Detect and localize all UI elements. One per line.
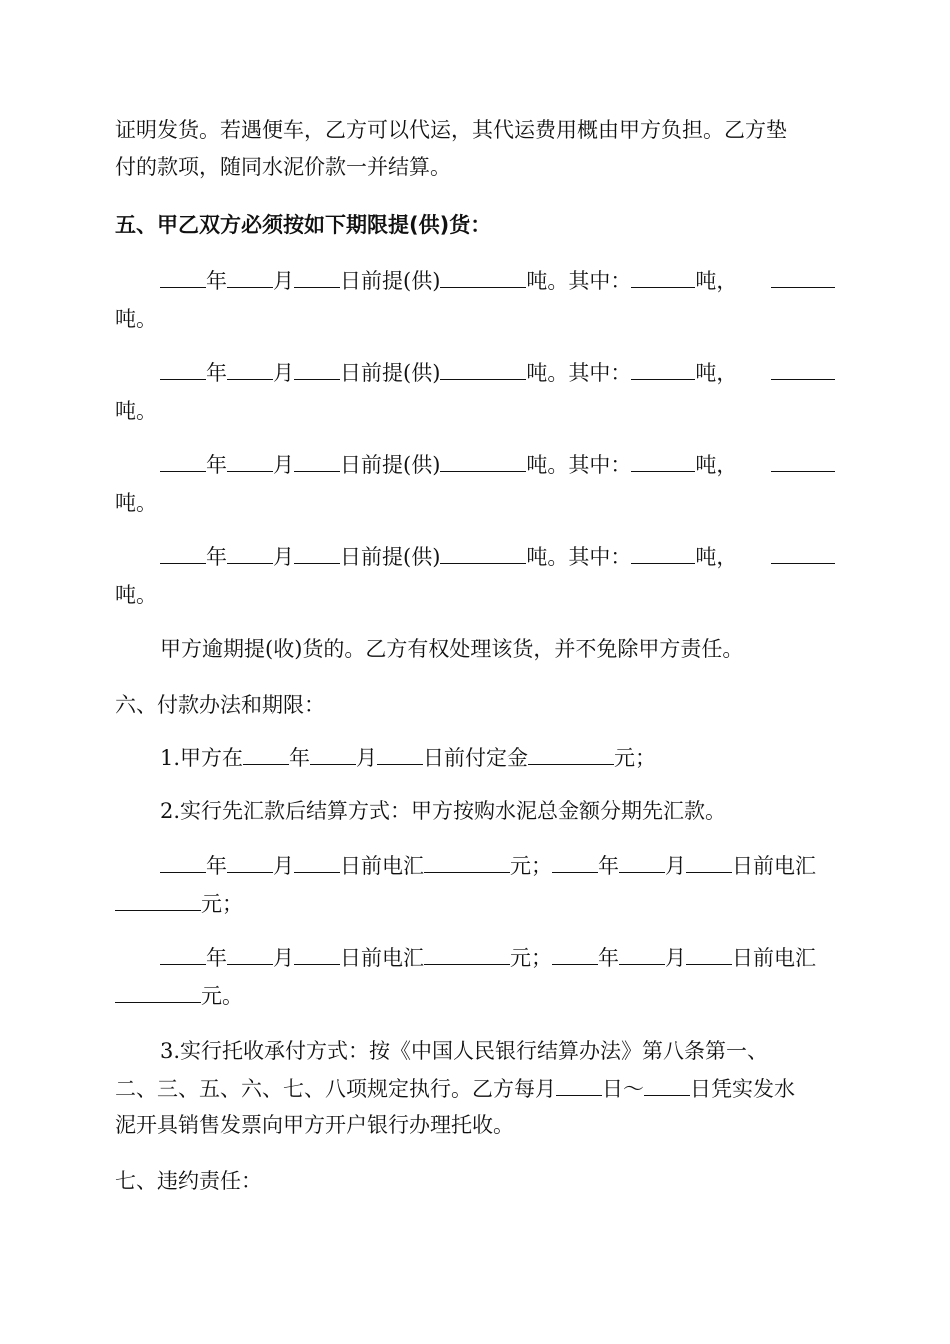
blank-field[interactable] (440, 357, 526, 380)
text: 日前提(供) (340, 453, 441, 477)
blank-field[interactable] (644, 1073, 690, 1096)
paragraph-line (115, 1110, 835, 1140)
text: 二、三、五、六、七、八项规定执行。乙方每月 (115, 1077, 556, 1101)
paragraph-line (115, 115, 835, 145)
blank-field[interactable] (619, 942, 665, 965)
text: 日前提(供) (340, 269, 441, 293)
blank-field[interactable] (771, 449, 835, 472)
blank-field[interactable] (160, 942, 206, 965)
paragraph-line (115, 580, 835, 610)
blank-field[interactable] (294, 449, 340, 472)
text: 年 (206, 361, 227, 385)
text: 元； (614, 746, 657, 770)
blank-field[interactable] (771, 541, 835, 564)
text: 月 (273, 854, 294, 878)
blank-field[interactable] (631, 357, 695, 380)
text: 日前电汇 (340, 854, 424, 878)
blank-field[interactable] (115, 888, 201, 911)
text: 月 (356, 746, 378, 770)
text: 泥开具销售发票向甲方开户银行办理托收。 (115, 1113, 514, 1137)
delivery-row (160, 265, 835, 295)
blank-field[interactable] (310, 742, 356, 765)
blank-field[interactable] (227, 942, 273, 965)
text: 吨。 (115, 491, 157, 515)
text: 证明发货。若遇便车，乙方可以代运，其代运费用概由甲方负担。乙方垫 (115, 118, 787, 142)
blank-field[interactable] (115, 980, 201, 1003)
text: 年 (206, 946, 227, 970)
text: 日前电汇 (732, 946, 816, 970)
blank-field[interactable] (528, 742, 614, 765)
blank-field[interactable] (619, 850, 665, 873)
text: 年 (206, 453, 227, 477)
text: 元； (510, 946, 552, 970)
blank-field[interactable] (294, 850, 340, 873)
text: 吨。其中： (526, 269, 632, 293)
blank-field[interactable] (440, 265, 526, 288)
paragraph-line (115, 304, 835, 334)
paragraph-line (115, 396, 835, 426)
blank-field[interactable] (686, 942, 732, 965)
paragraph-line (115, 488, 835, 518)
text: 吨。 (115, 399, 157, 423)
blank-field[interactable] (160, 357, 206, 380)
blank-field[interactable] (227, 357, 273, 380)
text: 付的款项，随同水泥价款一并结算。 (115, 155, 451, 179)
paragraph-line (160, 634, 835, 664)
paragraph-line (115, 888, 835, 918)
heading-text: 七、违约责任： (115, 1169, 262, 1193)
blank-field[interactable] (227, 850, 273, 873)
payment-item-3 (160, 1036, 835, 1066)
blank-field[interactable] (160, 850, 206, 873)
blank-field[interactable] (771, 265, 835, 288)
text: 元； (510, 854, 552, 878)
blank-field[interactable] (424, 942, 510, 965)
text: 吨。 (115, 307, 157, 331)
blank-field[interactable] (631, 541, 695, 564)
text: 元； (201, 892, 243, 916)
text: 月 (273, 545, 294, 569)
blank-field[interactable] (377, 742, 423, 765)
blank-field[interactable] (294, 357, 340, 380)
text: 月 (273, 361, 294, 385)
text: 吨， (695, 361, 738, 385)
text: 年 (289, 746, 311, 770)
remit-row (160, 942, 835, 972)
paragraph-line (115, 152, 835, 182)
text: 日前电汇 (340, 946, 424, 970)
text: 年 (598, 946, 619, 970)
text: 元。 (201, 984, 243, 1008)
blank-field[interactable] (160, 265, 206, 288)
blank-field[interactable] (160, 449, 206, 472)
delivery-row (160, 541, 835, 571)
text: 吨。其中： (526, 545, 632, 569)
blank-field[interactable] (686, 850, 732, 873)
section-heading-7 (115, 1166, 835, 1196)
text: 年 (206, 854, 227, 878)
text: 3.实行托收承付方式：按《中国人民银行结算办法》第八条第一、 (160, 1039, 769, 1063)
text: 吨， (695, 453, 738, 477)
text: 日前提(供) (340, 545, 441, 569)
blank-field[interactable] (631, 449, 695, 472)
text: 1.甲方在 (160, 746, 244, 770)
blank-field[interactable] (160, 541, 206, 564)
text: 2.实行先汇款后结算方式：甲方按购水泥总金额分期先汇款。 (160, 799, 727, 823)
text: 月 (273, 453, 294, 477)
blank-field[interactable] (771, 357, 835, 380)
section-heading-6 (115, 690, 835, 720)
heading-text: 六、付款办法和期限： (115, 693, 325, 717)
paragraph-line (115, 1073, 835, 1103)
text: 日前提(供) (340, 361, 441, 385)
blank-field[interactable] (294, 541, 340, 564)
heading-text: 五、甲乙双方必须按如下期限提(供)货： (115, 213, 492, 237)
text: 月 (665, 946, 686, 970)
section-heading-5 (115, 210, 835, 240)
blank-field[interactable] (294, 265, 340, 288)
text: 日凭实发水 (690, 1077, 795, 1101)
text: 吨， (695, 545, 738, 569)
blank-field[interactable] (294, 942, 340, 965)
text: 月 (273, 946, 294, 970)
paragraph-line (115, 980, 835, 1010)
text: 吨。其中： (526, 453, 632, 477)
blank-field[interactable] (227, 449, 273, 472)
blank-field[interactable] (424, 850, 510, 873)
text: 年 (206, 545, 227, 569)
delivery-row (160, 449, 835, 479)
blank-field[interactable] (631, 265, 695, 288)
blank-field[interactable] (556, 1073, 602, 1096)
text: 月 (273, 269, 294, 293)
text: 吨， (695, 269, 738, 293)
text: 日前电汇 (732, 854, 816, 878)
blank-field[interactable] (552, 850, 598, 873)
text: 年 (598, 854, 619, 878)
text: 甲方逾期提(收)货的。乙方有权处理该货，并不免除甲方责任。 (160, 637, 744, 661)
text: 年 (206, 269, 227, 293)
blank-field[interactable] (227, 265, 273, 288)
delivery-row (160, 357, 835, 387)
payment-item-1 (160, 742, 835, 772)
text: 日前付定金 (423, 746, 529, 770)
text: 吨。其中： (526, 361, 632, 385)
remit-row (160, 850, 835, 880)
blank-field[interactable] (552, 942, 598, 965)
blank-field[interactable] (440, 449, 526, 472)
blank-field[interactable] (243, 742, 289, 765)
text: 月 (665, 854, 686, 878)
blank-field[interactable] (440, 541, 526, 564)
text: 吨。 (115, 583, 157, 607)
blank-field[interactable] (227, 541, 273, 564)
payment-item-2 (160, 796, 835, 826)
text: 日～ (602, 1077, 644, 1101)
